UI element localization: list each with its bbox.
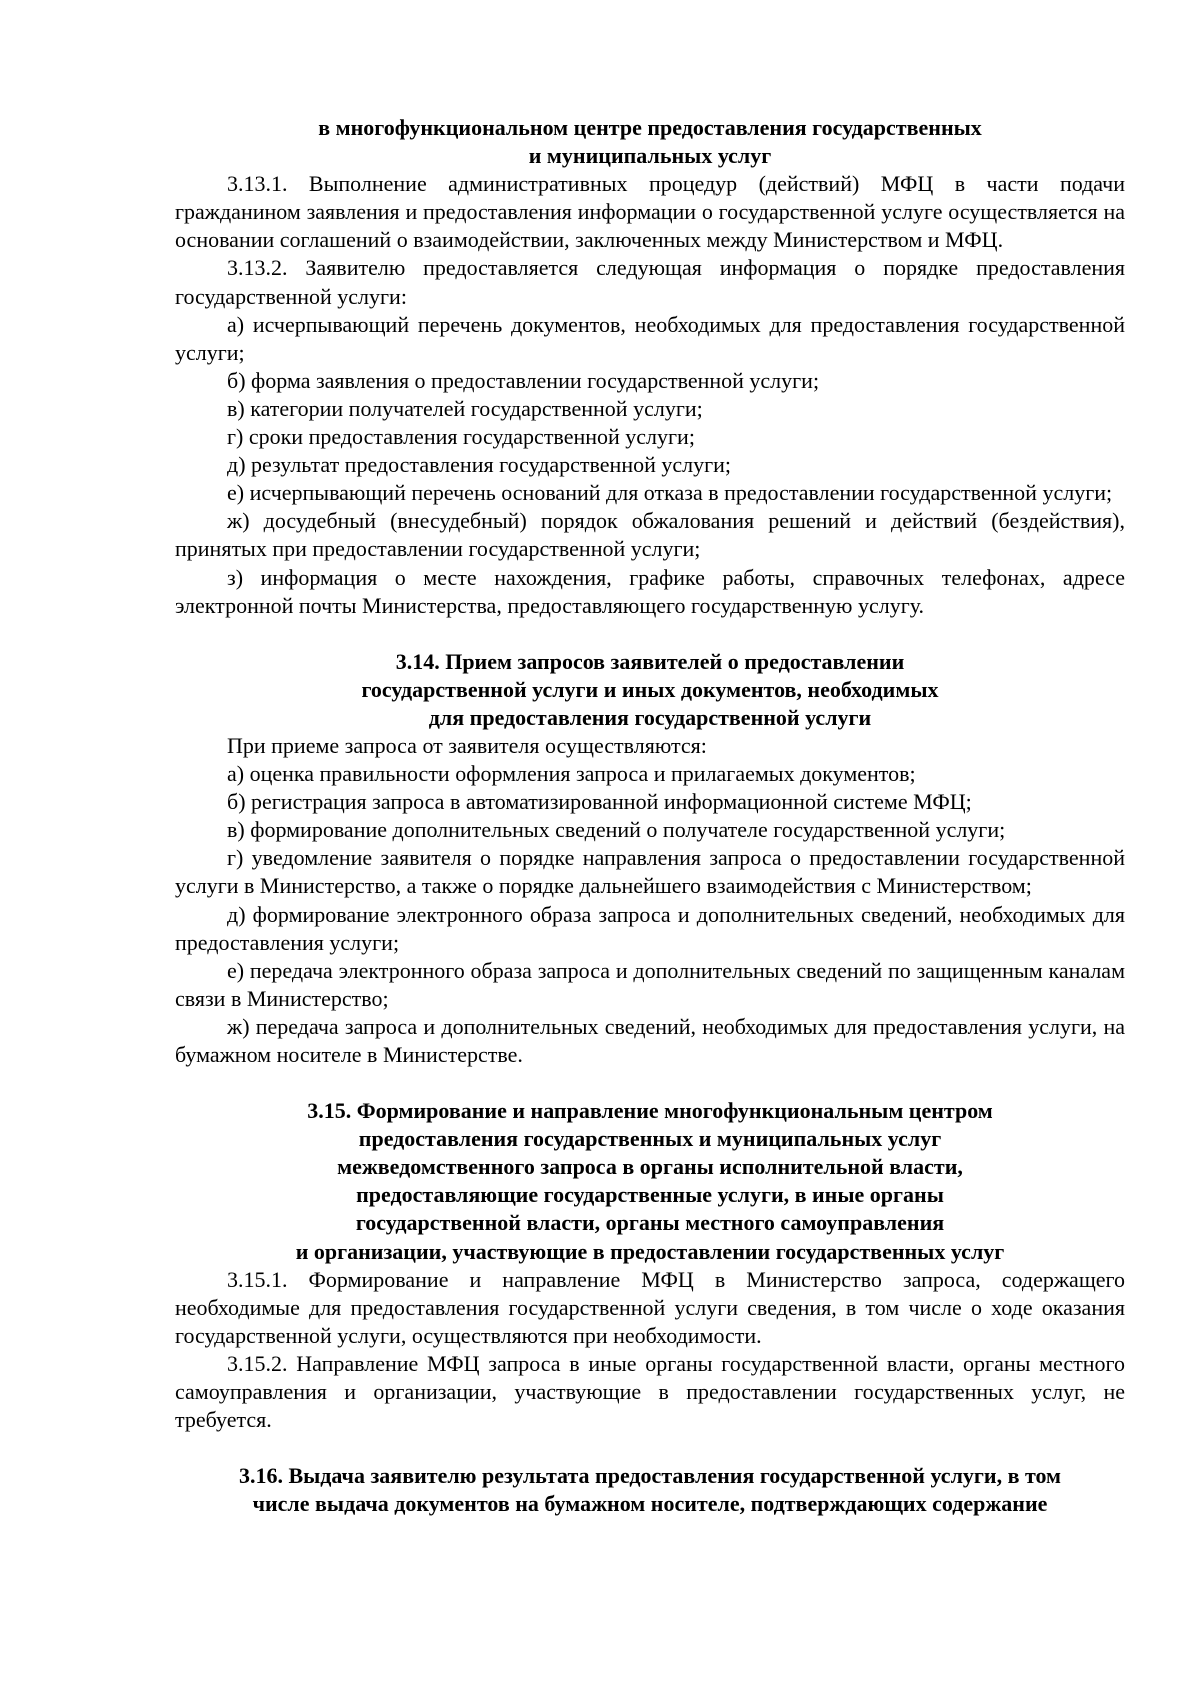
list-item-v: в) категории получателей государственной услуги; — [227, 395, 703, 421]
list-item-v: в) формирование дополнительных сведений о получателе государственной услуги; — [227, 817, 1006, 843]
paragraph-3-15-1: 3.15.1. Формирование и направление МФЦ в Министерство запроса, содержащего необходимые для предоставления государственной услуги сведения, в том числе о ходе оказания государственной услуги, осуществляются при необходимости. — [175, 1266, 1125, 1348]
heading-line: и муниципальных услуг — [528, 143, 772, 169]
heading-line: предоставляющие государственные услуги, в иные органы — [356, 1182, 944, 1208]
heading-line: 3.15. Формирование и направление многофункциональным центром — [307, 1098, 993, 1124]
paragraph-3-13-2: 3.13.2. Заявителю предоставляется следующая информация о порядке предоставления государственной услуги: — [175, 255, 1125, 309]
heading-line: числе выдача документов на бумажном носителе, подтверждающих содержание — [252, 1491, 1048, 1517]
list-item-b: б) регистрация запроса в автоматизированной информационной системе МФЦ; — [227, 789, 972, 815]
list-item-g: г) сроки предоставления государственной услуги; — [227, 424, 695, 450]
list-item-e: е) передача электронного образа запроса и дополнительных сведений по защищенным каналам связи в Министерство; — [175, 957, 1125, 1011]
list-item-d: д) результат предоставления государственной услуги; — [227, 452, 732, 478]
list-item-zh: ж) передача запроса и дополнительных сведений, необходимых для предоставления услуги, на бумажном носителе в Министерстве. — [175, 1013, 1125, 1067]
heading-line: 3.14. Прием запросов заявителей о предоставлении — [395, 648, 905, 674]
heading-line: и организации, участвующие в предоставлении государственных услуг — [295, 1238, 1005, 1264]
list-item-z: з) информация о месте нахождения, графике работы, справочных телефонах, адресе электронной почты Министерства, предоставляющего государственную услугу. — [175, 564, 1125, 618]
heading-line: предоставления государственных и муниципальных услуг — [358, 1126, 942, 1152]
section-3-13-heading — [175, 114, 1125, 170]
list-item-a: а) исчерпывающий перечень документов, необходимых для предоставления государственной услуги; — [175, 311, 1125, 365]
heading-line: государственной власти, органы местного самоуправления — [355, 1210, 945, 1236]
list-item-d: д) формирование электронного образа запроса и дополнительных сведений, необходимых для предоставления услуги; — [175, 901, 1125, 955]
list-item-b: б) форма заявления о предоставлении государственной услуги; — [227, 367, 820, 393]
heading-line: для предоставления государственной услуги — [428, 704, 872, 730]
section-3-16-heading — [175, 1462, 1125, 1518]
list-item-e: е) исчерпывающий перечень оснований для отказа в предоставлении государственной услуги; — [227, 480, 1113, 506]
paragraph-3-13-1: 3.13.1. Выполнение административных процедур (действий) МФЦ в части подачи гражданином заявления и предоставления информации о государственной услуге осуществляется на основании соглашений о взаимодействии, заключенных между Министерством и МФЦ. — [175, 171, 1125, 253]
section-3-15-heading — [175, 1097, 1125, 1266]
heading-line: межведомственного запроса в органы исполнительной власти, — [337, 1154, 963, 1180]
section-3-14-heading — [175, 648, 1125, 732]
list-item-zh: ж) досудебный (внесудебный) порядок обжалования решений и действий (бездействия), принятых при предоставлении государственной услуги; — [175, 508, 1125, 562]
heading-line: 3.16. Выдача заявителю результата предоставления государственной услуги, в том — [238, 1463, 1062, 1489]
heading-line: государственной услуги и иных документов, необходимых — [361, 676, 939, 702]
paragraph-3-15-2: 3.15.2. Направление МФЦ запроса в иные органы государственной власти, органы местного самоуправления и организации, участвующие в предоставлении государственных услуг, не требуется. — [175, 1350, 1125, 1433]
list-item-a: а) оценка правильности оформления запроса и прилагаемых документов; — [227, 761, 916, 787]
document-page — [175, 114, 1125, 1518]
heading-line: в многофункциональном центре предоставления государственных — [318, 115, 982, 140]
list-item-g: г) уведомление заявителя о порядке направления запроса о предоставлении государственной услуги в Министерство, а также о порядке дальнейшего взаимодействия с Министерством; — [175, 845, 1125, 899]
paragraph-intro: При приеме запроса от заявителя осуществляются: — [227, 732, 707, 758]
